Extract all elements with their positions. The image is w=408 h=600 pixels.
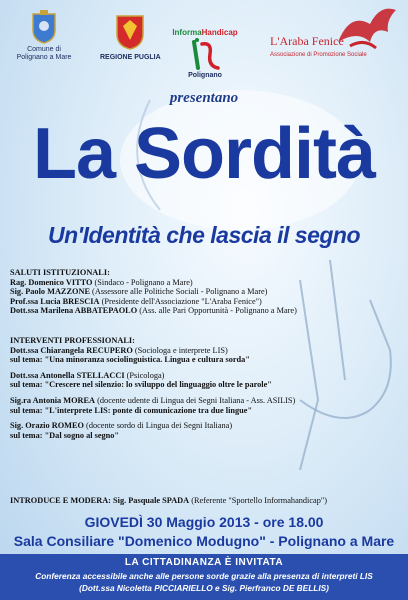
footer-bar bbox=[0, 554, 408, 600]
comune-logo bbox=[12, 6, 76, 62]
speaker-theme: sul tema: "L'interprete LIS: ponte di comunicazione tra due lingue" bbox=[10, 405, 253, 415]
moderator-label: INTRODUCE E MODERA: bbox=[10, 496, 111, 505]
informa-caption: Polignano bbox=[188, 72, 222, 79]
informahandicap-logo bbox=[165, 6, 245, 80]
saluti-row: Dott.ssa Marilena ABBATEPAOLO (Ass. alle Pari Opportunità - Polignano a Mare) bbox=[10, 306, 297, 316]
interventi-section bbox=[10, 336, 390, 440]
saluti-heading: SALUTI ISTITUZIONALI: bbox=[10, 268, 110, 277]
invite-text: LA CITTADINANZA È INVITATA bbox=[124, 557, 284, 568]
saluti-row: Prof.ssa Lucia BRESCIA (Presidente dell'Associazione "L'Araba Fenice") bbox=[10, 296, 262, 306]
araba-name: L'Araba Fenice bbox=[270, 34, 344, 48]
ih-mark-icon bbox=[188, 38, 222, 72]
informa-text: Informa bbox=[172, 28, 202, 37]
handicap-text: Handicap bbox=[201, 28, 238, 37]
speaker-row: Sig.ra Antonia MOREA (docente udente di Lingua dei Segni Italiana - Ass. ASILIS) bbox=[10, 395, 296, 405]
speaker-theme: sul tema: "Crescere nel silenzio: lo sviluppo del linguaggio oltre le parole" bbox=[10, 380, 272, 390]
event-subtitle: Un'Identità che lascia il segno bbox=[47, 222, 361, 248]
saluti-section bbox=[10, 268, 390, 316]
speaker-row: Sig. Orazio ROMEO (docente sordo di Lingua dei Segni Italiana) bbox=[10, 421, 233, 431]
speaker-theme: sul tema: "Una minoranza sociolinguistica. Lingua e cultura sorda" bbox=[10, 355, 250, 365]
saluti-row: Rag. Domenico VITTO (Sindaco - Polignano a Mare) bbox=[10, 277, 193, 287]
interpreters-note: (Dott.ssa Nicoletta PICCIARIELLO e Sig. Pierfranco DE BELLIS) bbox=[79, 583, 329, 593]
interventi-heading: INTERVENTI PROFESSIONALI: bbox=[10, 336, 135, 345]
event-venue: Sala Consiliare "Domenico Modugno" - Polignano a Mare bbox=[13, 533, 395, 549]
event-title: La Sordità bbox=[32, 114, 376, 194]
regione-crest-icon bbox=[115, 14, 145, 50]
speaker-row: Dott.ssa Antonella STELLACCI (Psicologa) bbox=[10, 370, 165, 380]
comune-caption-2: Polignano a Mare bbox=[16, 54, 72, 61]
saluti-row: Sig. Paolo MAZZONE (Assessore alle Politiche Sociali - Polignano a Mare) bbox=[10, 287, 268, 297]
presentano-text: presentano bbox=[169, 90, 239, 106]
speaker-row: Dott.ssa Chiarangela RECUPERO (Sociologa e interprete LIS) bbox=[10, 345, 228, 355]
moderator-line bbox=[10, 496, 390, 506]
moderator-name: Sig. Pasquale SPADA bbox=[110, 496, 190, 505]
speaker-theme: sul tema: "Dal sogno al segno" bbox=[10, 430, 120, 440]
comune-crest-icon bbox=[31, 10, 57, 44]
event-date: GIOVEDÌ 30 Maggio 2013 - ore 18.00 bbox=[84, 514, 324, 530]
araba-subtitle: Associazione di Promozione Sociale bbox=[270, 52, 367, 58]
araba-fenice-logo bbox=[270, 10, 400, 58]
comune-caption-1: Comune di bbox=[27, 46, 61, 53]
regione-caption: REGIONE PUGLIA bbox=[100, 54, 161, 61]
regione-logo bbox=[100, 6, 160, 62]
moderator-role: (Referente "Sportello Informahandicap") bbox=[189, 496, 328, 505]
conference-note: Conferenza accessibile anche alle persone sorde grazie alla presenza di interpreti LIS bbox=[35, 571, 373, 581]
